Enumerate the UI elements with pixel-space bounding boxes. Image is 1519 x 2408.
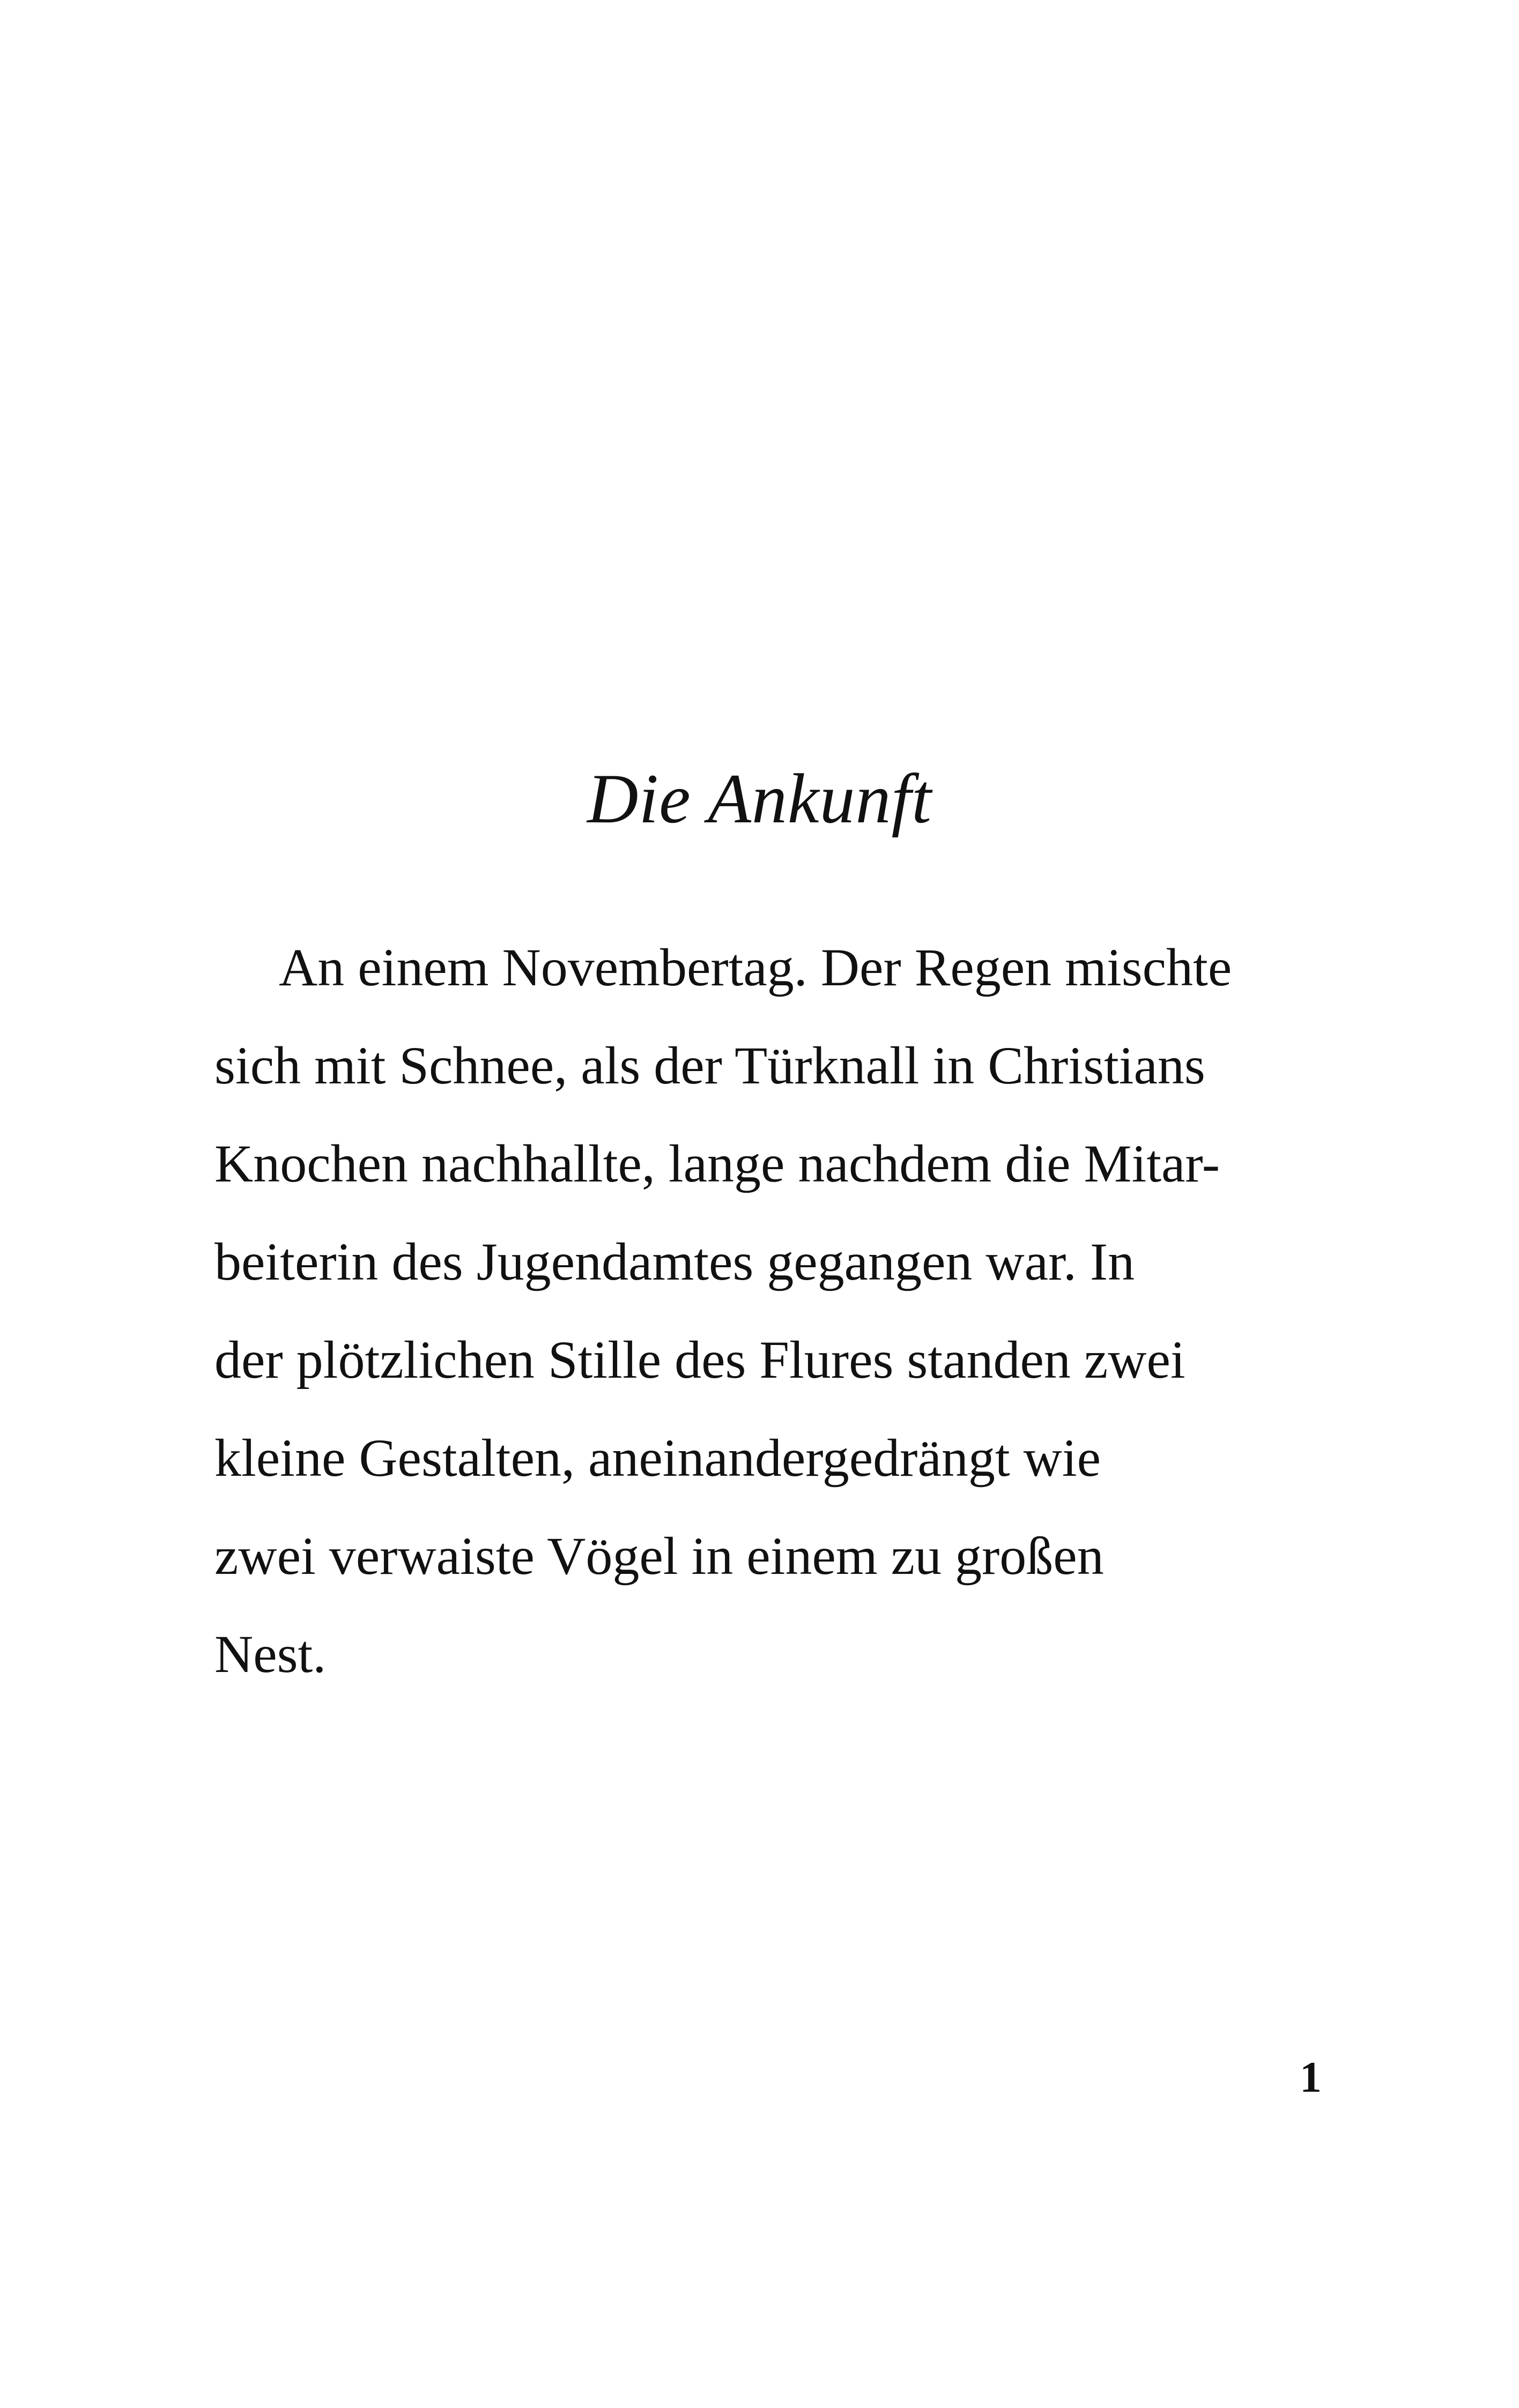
- paragraph-line-3: Knochen nachhallte, lange nachdem die Mitar-: [214, 1134, 1220, 1193]
- paragraph-line-1: An einem Novembertag. Der Regen mischte: [279, 938, 1232, 997]
- paragraph-line-5: der plötzlichen Stille des Flures standen zwei: [214, 1330, 1185, 1389]
- paragraph-line-8: Nest.: [214, 1624, 327, 1684]
- paragraph-line-7: zwei verwaiste Vögel in einem zu großen: [214, 1526, 1104, 1586]
- paragraph-line-6: kleine Gestalten, aneinandergedrängt wie: [214, 1428, 1101, 1488]
- page-number: 1: [1300, 2053, 1322, 2101]
- paragraph-line-2: sich mit Schnee, als der Türknall in Christians: [214, 1036, 1205, 1095]
- chapter-title: Die Ankunft: [587, 759, 932, 838]
- paragraph-line-4: beiterin des Jugendamtes gegangen war. In: [214, 1232, 1135, 1291]
